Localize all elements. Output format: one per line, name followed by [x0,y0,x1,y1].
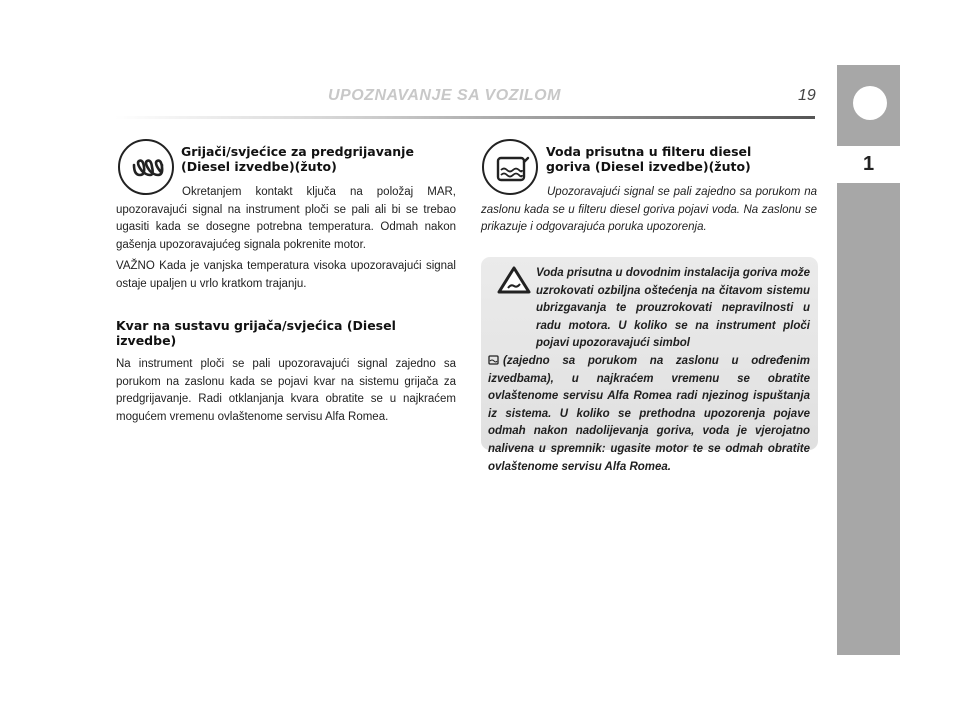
paragraph: Na instrument ploči se pali upozoravajući signal zajedno sa porukom na zaslonu kada se pojavi kvar na sistemu grijača za predgrijavanje. Radi otklanjanja kvara obratite se u najkraćem mogućem vremenu ovlaštenome servisu Alfa Romea. [116,358,456,423]
header-rule [115,116,815,119]
paragraph: VAŽNO Kada je vanjska temperatura visoka upozoravajući signal ostaje upaljen u vrlo kratkom trajanju. [116,260,456,290]
section-heading-glow-plug-fault [116,318,396,348]
section-heading-glow-plugs [181,144,414,174]
heading-line: Kvar na sustavu grijača/svjećica (Diesel [116,318,396,333]
paragraph: Upozoravajući signal se pali zajedno sa porukom na zaslonu kada se u filteru diesel goriva pojavi voda. Na zaslonu se prikazuje i odgovarajuća poruka upozorenja. [481,186,817,233]
paragraph: Okretanjem kontakt ključa na položaj MAR, upozoravajući signal na instrument ploči se pali ali bi se trebao ugasiti kada se dosegne potrebna temperatura. Odmah nakon gašenja upozoravajućeg signala pokrenite motor. [116,186,456,251]
heading-line: izvedbe) [116,333,177,348]
heading-line: Voda prisutna u filteru diesel [546,144,752,159]
water-in-filter-body [481,184,817,237]
glow-plug-fault-body [116,356,456,426]
warning-text-rest: (zajedno sa porukom na zaslonu u određenim izvedbama), u najkraćem vremenu se obratite ovlaštenome servisu Alfa Romea radi njezinog ispuštanja iz sistema. U koliko se prethodna upozorenja pojave odmah nakon nadolijevanja goriva, voda je vjerojatno nalivena u spremnik: ugasite motor te se odmah obratite ovlaštenome servisu Alfa Romea. [488,354,810,473]
heading-line: (Diesel izvedbe)(žuto) [181,159,337,174]
heading-line: goriva (Diesel izvedbe)(žuto) [546,159,751,174]
glow-plugs-body [116,184,456,293]
section-number-box [837,146,900,185]
chapter-title: UPOZNAVANJE SA VOZILOM [328,87,561,104]
page-number: 19 [798,87,816,104]
heading-line: Grijači/svjećice za predgrijavanje [181,144,414,159]
section-number: 1 [862,153,875,175]
water-in-diesel-filter-icon [488,355,500,365]
warning-text-lead: Voda prisutna u dovodnim instalacija goriva može uzrokovati ozbiljna oštećenja na čitavom sistemu ubrizgavanja te prouzrokovati nepravilnosti u radu motora. U koliko se na instrument ploči pojavi upozoravajući simbol [536,267,810,350]
side-tab-circle [853,86,887,120]
warning-text [488,265,810,476]
section-heading-water-in-filter [546,144,751,174]
